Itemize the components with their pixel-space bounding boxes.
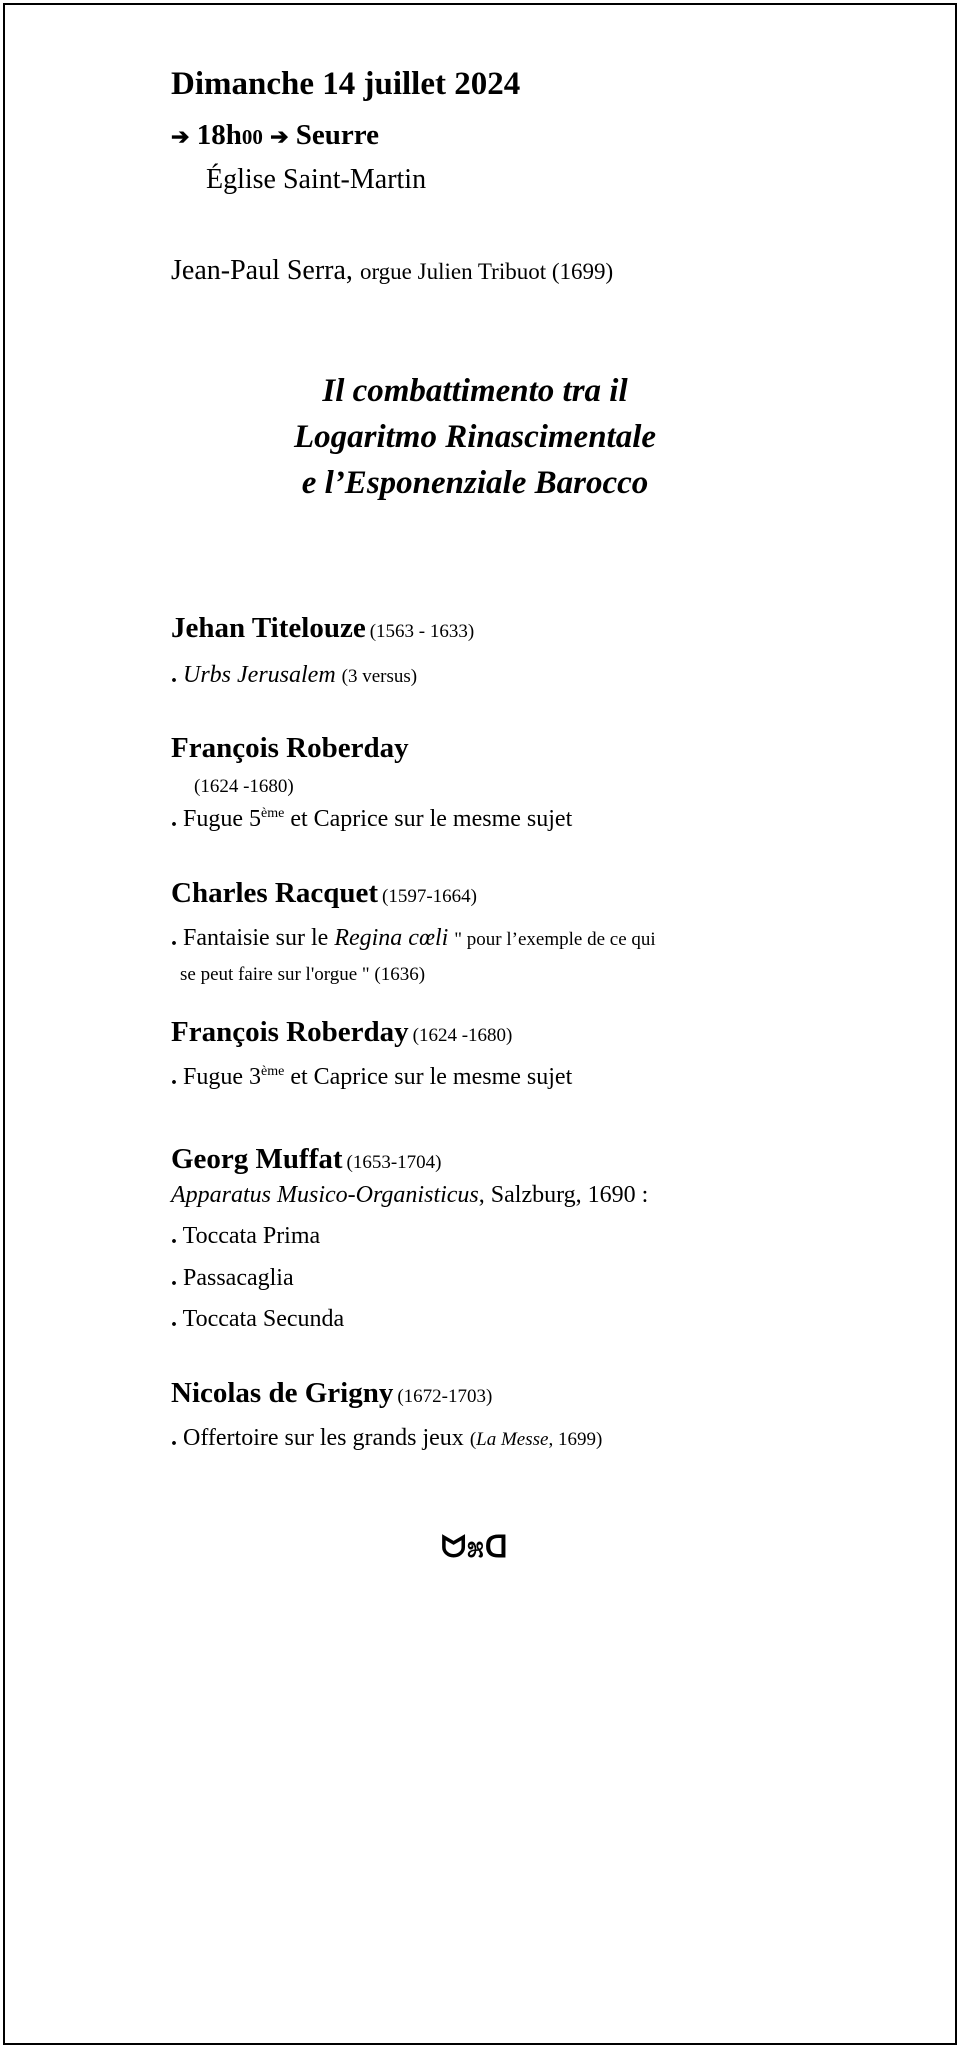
work-passacaglia xyxy=(171,1265,294,1292)
work-text-a: Fugue 3 xyxy=(183,1064,261,1090)
time-hour: 18h xyxy=(196,119,242,151)
bullet: . xyxy=(171,1064,177,1090)
work-text-a: Fantaisie sur le xyxy=(183,925,329,951)
work-toccata-secunda xyxy=(171,1306,344,1333)
work-text-a: Fugue 5 xyxy=(183,806,261,832)
work-title: Urbs Jerusalem xyxy=(183,662,336,688)
composer-muffat xyxy=(171,1143,442,1176)
performer-instrument: orgue Julien Tribuot (1699) xyxy=(359,259,614,284)
composer-racquet xyxy=(171,877,477,910)
composer-dates: (1624 -1680) xyxy=(412,1025,513,1046)
composer-name: Nicolas de Grigny xyxy=(171,1377,394,1409)
composer-name: François Roberday xyxy=(171,1016,409,1048)
work-superscript: ème xyxy=(261,806,285,821)
bullet: . xyxy=(171,1306,177,1332)
bullet: . xyxy=(171,1425,177,1451)
work-fantaisie-cont xyxy=(180,960,425,987)
collection-title: Apparatus Musico-Organisticus xyxy=(171,1182,479,1208)
composer-dates: (1672-1703) xyxy=(397,1386,493,1407)
composer-dates-roberday-1 xyxy=(194,772,294,799)
title-line-1: Il combattimento tra il xyxy=(322,373,628,409)
title-line-3: e l’Esponenziale Barocco xyxy=(301,465,649,501)
title-line-2: Logaritmo Rinascimentale xyxy=(293,419,657,455)
program-title xyxy=(0,368,950,506)
bullet: . xyxy=(171,662,177,688)
work-note: (3 versus) xyxy=(341,666,418,687)
bullet: . xyxy=(171,1223,177,1249)
composer-titelouze xyxy=(171,612,474,645)
piece-title: Passacaglia xyxy=(183,1265,294,1291)
work-superscript: ème xyxy=(261,1064,285,1079)
composer-dates: (1597-1664) xyxy=(382,886,477,907)
work-text-b: " pour l’exemple de ce qui xyxy=(454,929,656,950)
performer xyxy=(171,255,613,287)
composer-grigny xyxy=(171,1377,492,1410)
bullet: . xyxy=(171,806,177,832)
composer-name: Charles Racquet xyxy=(171,877,379,909)
piece-title: Toccata Secunda xyxy=(182,1306,345,1332)
composer-name: Jehan Titelouze xyxy=(171,612,366,644)
concert-time-place xyxy=(171,119,379,152)
work-text-c: se peut faire sur l'orgue " (1636) xyxy=(180,964,426,985)
work-toccata-prima xyxy=(171,1223,320,1250)
work-fugue-3 xyxy=(171,1064,572,1091)
composer-name: Georg Muffat xyxy=(171,1143,343,1175)
work-text-a: Offertoire sur les grands jeux xyxy=(183,1425,464,1451)
work-offertoire xyxy=(171,1425,602,1452)
composer-dates: (1653-1704) xyxy=(346,1152,442,1173)
time-minutes: 00 xyxy=(241,125,263,149)
work-italic: Regina cœli xyxy=(334,925,449,951)
arrow-icon: ➔ xyxy=(270,124,289,149)
work-italic: La Messe xyxy=(476,1429,549,1450)
work-open: ( xyxy=(469,1429,477,1450)
arrow-icon: ➔ xyxy=(171,124,190,149)
work-note xyxy=(470,1429,602,1450)
piece-title: Toccata Prima xyxy=(182,1223,321,1249)
composer-roberday-1 xyxy=(171,732,409,765)
collection-info: , Salzburg, 1690 : xyxy=(478,1182,649,1208)
work-fantaisie xyxy=(171,925,656,952)
work-urbs-jerusalem xyxy=(171,662,417,689)
work-text-b: et Caprice sur le mesme sujet xyxy=(290,1064,573,1090)
church-name: Église Saint-Martin xyxy=(206,164,427,195)
composer-name: François Roberday xyxy=(171,732,409,764)
work-close: , 1699) xyxy=(548,1429,603,1450)
composer-roberday-2 xyxy=(171,1016,512,1049)
work-text-b: et Caprice sur le mesme sujet xyxy=(290,806,573,832)
bullet: . xyxy=(171,925,177,951)
concert-date: Dimanche 14 juillet 2024 xyxy=(171,66,521,102)
composer-dates: (1563 - 1633) xyxy=(369,621,475,642)
ornament-icon: ᗢ೫ᗡ xyxy=(441,1531,509,1564)
town: Seurre xyxy=(295,119,379,151)
work-fugue-5 xyxy=(171,806,572,833)
performer-name: Jean-Paul Serra, xyxy=(171,255,353,286)
bullet: . xyxy=(171,1265,177,1291)
muffat-collection xyxy=(171,1182,648,1209)
composer-dates: (1624 -1680) xyxy=(194,776,294,797)
